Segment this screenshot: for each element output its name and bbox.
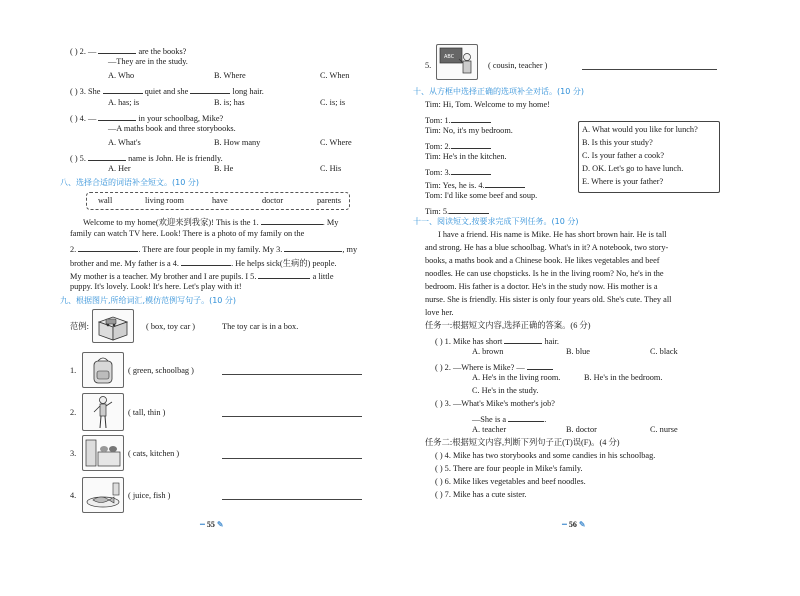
page-number — [200, 519, 224, 529]
answer-blank[interactable] — [98, 112, 136, 121]
passage-line: noodles. He can use chopsticks. Is he in the living room? No, he's in the — [425, 269, 664, 278]
question-text: hair. — [544, 337, 559, 346]
question-text: ( ) 1. Mike has short — [435, 337, 503, 346]
reply-text: —They are in the study. — [108, 57, 188, 66]
answer-blank[interactable] — [451, 166, 491, 175]
dialogue-option: E. Where is your father? — [582, 177, 664, 186]
question-text: long hair. — [232, 87, 264, 96]
reply-text: —She is a — [472, 415, 507, 424]
question-text: name is John. He is friendly. — [128, 154, 223, 163]
section-8-title: 八、选择合适的词语补全短文。(10 分) — [60, 178, 199, 187]
word-option: have — [212, 196, 228, 205]
item-number: 3. — [70, 449, 77, 458]
page-marker-icon: ━ — [562, 520, 567, 529]
option-a: A. What's — [108, 138, 141, 147]
question-4 — [70, 112, 223, 123]
item-number: 4. — [70, 491, 77, 500]
section-11-title: 十一、阅读短文,按要求完成下列任务。(10 分) — [413, 217, 579, 226]
answer-blank[interactable] — [504, 335, 542, 344]
answer-line[interactable] — [222, 416, 362, 417]
schoolbag-picture — [82, 352, 124, 388]
question-5 — [70, 152, 223, 163]
task1-q2 — [435, 361, 553, 372]
answer-blank[interactable] — [103, 85, 143, 94]
answer-blank[interactable] — [527, 361, 553, 370]
answer-blank[interactable] — [258, 270, 310, 279]
item-number: 5. — [425, 61, 432, 70]
option-a: A. teacher — [472, 425, 507, 434]
option-a: A. He's in the living room. — [472, 373, 561, 382]
passage-line — [70, 257, 337, 268]
pencil-icon: ✎ — [578, 520, 586, 529]
passage-text: My mother is a teacher. My brother and I are pupils. I 5. — [70, 272, 257, 281]
kitchen-icon — [83, 436, 123, 470]
judge-item: ( ) 5. There are four people in Mike's family. — [435, 464, 583, 473]
passage-line: puppy. It's lovely. Look! It's here. Let's play with it! — [70, 282, 242, 291]
option-c: C. is; is — [320, 98, 346, 107]
dialogue-option: D. OK. Let's go to have lunch. — [582, 164, 684, 173]
dialogue-line — [425, 205, 489, 216]
answer-blank[interactable] — [261, 216, 323, 225]
item-words: ( cats, kitchen ) — [128, 449, 180, 458]
answer-blank[interactable] — [78, 243, 138, 252]
passage-text: . There are four people in my family. My 3. — [138, 245, 283, 254]
dialogue-option: C. Is your father a cook? — [582, 151, 665, 160]
option-b: B. How many — [214, 138, 261, 147]
answer-blank[interactable] — [98, 45, 136, 54]
dialogue-line — [425, 166, 491, 177]
tall-man-picture — [82, 393, 124, 431]
dialogue-line — [425, 140, 491, 151]
passage-line — [70, 243, 357, 254]
page-number-text: 56 — [568, 520, 577, 529]
reply-text: —A maths book and three storybooks. — [108, 124, 236, 133]
answer-blank[interactable] — [181, 257, 231, 266]
option-b: B. He — [214, 164, 234, 173]
option-b: B. doctor — [566, 425, 597, 434]
dialogue-text: Tom: 3. — [425, 168, 451, 177]
passage-line: books, a maths book and a Chinese book. He likes vegetables and beef — [425, 256, 660, 265]
dialogue-text: Tom: 1. — [425, 116, 451, 125]
dialogue-line: Tim: He's in the kitchen. — [425, 152, 507, 161]
section-9-title: 九、根据图片,所给词汇,模仿范例写句子。(10 分) — [60, 296, 237, 305]
teacher-icon — [437, 45, 477, 79]
item-number: 2. — [70, 408, 77, 417]
box-icon — [93, 310, 133, 342]
dialogue-line: Tim: No, it's my bedroom. — [425, 126, 513, 135]
passage-text: . He helps sick(生病的) people. — [231, 259, 337, 268]
item-number: 1. — [70, 366, 77, 375]
task-1-title: 任务一:根据短文内容,选择正确的答案。(6 分) — [425, 321, 591, 330]
question-number: ( ) 4. — — [70, 114, 97, 123]
question-text: ( ) 2. —Where is Mike? — — [435, 363, 525, 372]
word-option: doctor — [262, 196, 284, 205]
question-text: in your schoolbag, Mike? — [138, 114, 224, 123]
question-text: quiet and she — [144, 87, 189, 96]
option-a: A. brown — [472, 347, 504, 356]
answer-blank[interactable] — [451, 140, 491, 149]
option-c: C. He's in the study. — [472, 386, 539, 395]
option-c: C. black — [650, 347, 678, 356]
dialogue-option: B. Is this your study? — [582, 138, 653, 147]
example-sentence: The toy car is in a box. — [222, 322, 299, 331]
answer-blank[interactable] — [451, 114, 491, 123]
option-c: C. Where — [320, 138, 352, 147]
question-text: are the books? — [138, 47, 187, 56]
word-option: parents — [317, 196, 341, 205]
passage-text: brother and me. My father is a 4. — [70, 259, 179, 268]
passage-line: nurse. She is friendly. His sister is only four years old. She's cute. They all — [425, 295, 672, 304]
pencil-icon: ✎ — [216, 520, 224, 529]
passage-text: 2. — [70, 245, 77, 254]
option-a: A. Who — [108, 71, 135, 80]
man-icon — [83, 394, 123, 430]
answer-blank[interactable] — [485, 179, 525, 188]
passage-text: a little — [312, 272, 334, 281]
option-a: A. Her — [108, 164, 131, 173]
question-number: ( ) 2. — — [70, 47, 97, 56]
question-number: ( ) 3. She — [70, 87, 101, 96]
passage-text: , my — [342, 245, 358, 254]
item-words: ( cousin, teacher ) — [488, 61, 548, 70]
juice-fish-icon — [83, 478, 123, 512]
passage-line: bedroom. His father is a doctor. He's in the study now. His mother is a — [425, 282, 658, 291]
passage-text: . My — [322, 218, 339, 227]
task1-q1 — [435, 335, 559, 346]
dialogue-line — [425, 179, 525, 190]
task1-q3: ( ) 3. —What's Mike's mother's job? — [435, 399, 555, 408]
svg-text:ABC: ABC — [444, 54, 455, 60]
option-b: B. is; has — [214, 98, 245, 107]
teacher-picture — [436, 44, 478, 80]
dialogue-line: Tom: I'd like some beef and soup. — [425, 191, 538, 200]
answer-line[interactable] — [582, 69, 717, 70]
answer-blank[interactable] — [508, 413, 544, 422]
answer-blank[interactable] — [88, 152, 126, 161]
juice-fish-picture — [82, 477, 124, 513]
task-2-title: 任务二:根据短文内容,判断下列句子正(T)误(F)。(4 分) — [425, 438, 620, 447]
example-words: ( box, toy car ) — [146, 322, 196, 331]
option-b: B. Where — [214, 71, 246, 80]
item-words: ( tall, thin ) — [128, 408, 166, 417]
task1-q3-reply: —She is a . — [472, 415, 547, 424]
question-2 — [70, 45, 186, 56]
dialogue-line: Tim: Hi, Tom. Welcome to my home! — [425, 100, 550, 109]
passage-line: and strong. He has a blue schoolbag. What's in it? A notebook, two story- — [425, 243, 669, 252]
passage-line — [83, 216, 338, 227]
passage-line: family can watch TV here. Look! There is a photo of my family on the — [70, 229, 305, 238]
passage-line — [70, 270, 334, 281]
section-10-title: 十、从方框中选择正确的选项补全对话。(10 分) — [413, 87, 584, 96]
passage-line: I have a friend. His name is Mike. He has short brown hair. He is tall — [438, 230, 667, 239]
answer-line[interactable] — [222, 374, 362, 375]
item-words: ( green, schoolbag ) — [128, 366, 194, 375]
option-c: C. His — [320, 164, 342, 173]
answer-line[interactable] — [222, 458, 362, 459]
page-marker-icon: ━ — [200, 520, 205, 529]
box-toycar-picture — [92, 309, 134, 343]
answer-blank[interactable] — [284, 243, 342, 252]
answer-blank[interactable] — [190, 85, 230, 94]
option-c: C. When — [320, 71, 350, 80]
question-3 — [70, 85, 264, 96]
answer-line[interactable] — [222, 499, 362, 500]
page-number-text: 55 — [206, 520, 215, 529]
kitchen-cats-picture — [82, 435, 124, 471]
dialogue-line — [425, 114, 491, 125]
dialogue-text: Tom: 2. — [425, 142, 451, 151]
schoolbag-icon — [83, 353, 123, 387]
judge-item: ( ) 6. Mike likes vegetables and beef noodles. — [435, 477, 586, 486]
word-option: living room — [145, 196, 184, 205]
option-b: B. blue — [566, 347, 590, 356]
option-c: C. nurse — [650, 425, 678, 434]
dialogue-option: A. What would you like for lunch? — [582, 125, 698, 134]
item-words: ( juice, fish ) — [128, 491, 171, 500]
option-b: B. He's in the bedroom. — [584, 373, 663, 382]
judge-item: ( ) 7. Mike has a cute sister. — [435, 490, 527, 499]
option-a: A. has; is — [108, 98, 140, 107]
judge-item: ( ) 4. Mike has two storybooks and some candies in his schoolbag. — [435, 451, 656, 460]
page-number — [562, 519, 586, 529]
word-option: wall — [98, 196, 113, 205]
dialogue-text: Tim: 5. — [425, 207, 450, 216]
passage-text: Welcome to my home(欢迎来到我家)! This is the 1. — [83, 218, 259, 227]
question-number: ( ) 5. — [70, 154, 86, 163]
passage-line: love her. — [425, 308, 454, 317]
example-label: 范例: — [70, 322, 89, 331]
answer-blank[interactable] — [449, 205, 489, 214]
dialogue-text: Tim: Yes, he is. 4. — [425, 181, 485, 190]
